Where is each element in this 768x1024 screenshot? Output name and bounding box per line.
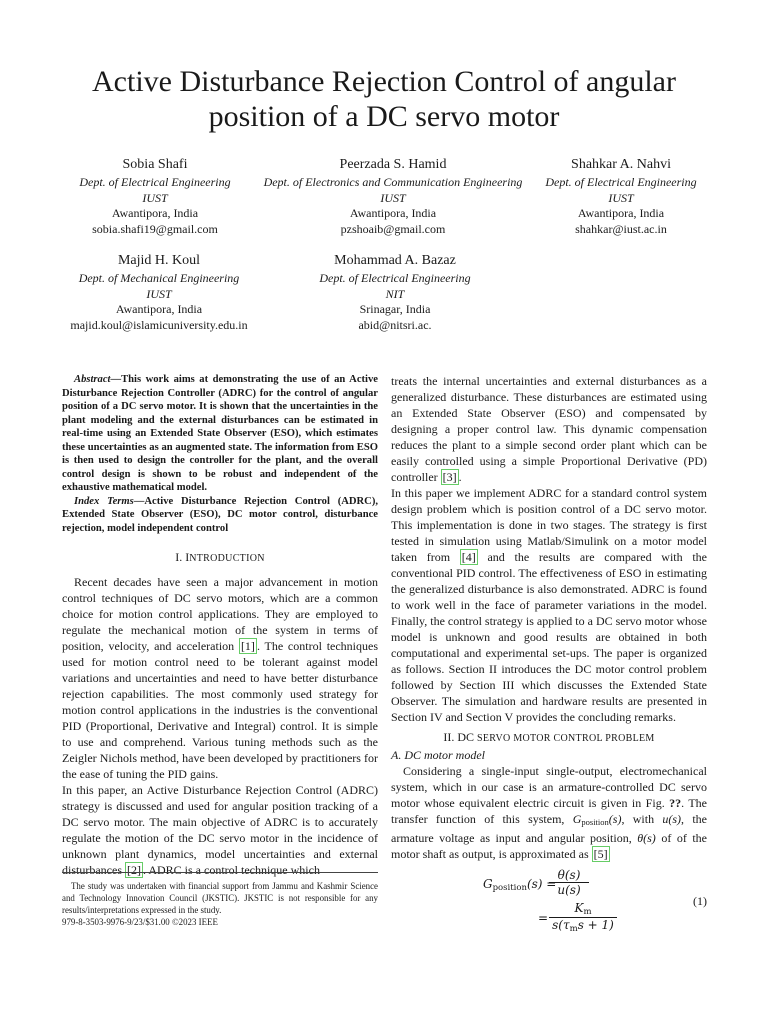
section-title-first: DC bbox=[457, 730, 475, 744]
fraction-1 bbox=[549, 868, 589, 897]
section-number: II. bbox=[443, 730, 455, 744]
author-email: majid.koul@islamicuniversity.edu.in bbox=[70, 318, 248, 333]
footnote: The study was undertaken with financial support from Jammu and Kashmir Science and Technology Innovation Council (JKSTIC). JKSTIC is not responsible for any results/interpretations expressed in the study. bbox=[62, 881, 378, 915]
citation-text: [2] bbox=[126, 863, 141, 877]
author-block bbox=[253, 156, 533, 238]
author-institution: IUST bbox=[142, 190, 168, 205]
author-dept: Dept. of Electrical Engineering bbox=[545, 175, 697, 189]
index-terms-text: —Active Disturbance Rejection Control (ADRC), Extended State Observer (ESO), DC motor control, disturbance rejection, model independent control bbox=[62, 495, 378, 534]
citation-link[interactable] bbox=[239, 638, 257, 654]
author-location: Awantipora, India bbox=[111, 206, 199, 221]
citation-text: [1] bbox=[240, 639, 255, 653]
eq-subscript: position bbox=[492, 883, 527, 893]
subsection-heading: A. DC motor model bbox=[391, 748, 485, 762]
abstract-label: Abstract bbox=[74, 374, 111, 385]
author-location: Awantipora, India bbox=[115, 302, 203, 317]
abstract bbox=[62, 373, 378, 495]
text-span: In this paper, an Active Disturbance Rejection Control (ADRC) strategy is discussed and used for angular position tracking of a DC servo motor. The main objective of ADRC is to accurately regulate the motion of the DC servo motor in the incidence of unknown plant dynamics, model uncertainties and external disturbances bbox=[62, 783, 378, 877]
eq-text: s(τ bbox=[552, 918, 570, 932]
eq-symbol: G bbox=[483, 877, 493, 891]
section-heading bbox=[62, 549, 378, 567]
left-column bbox=[62, 373, 378, 878]
author-email: sobia.shafi19@gmail.com bbox=[92, 222, 218, 237]
author-institution: IUST bbox=[608, 190, 634, 205]
citation-link[interactable] bbox=[592, 846, 610, 862]
right-column bbox=[391, 373, 707, 862]
text-span: . bbox=[458, 470, 462, 484]
equation-number: (1) bbox=[693, 894, 707, 908]
text-span: . The control techniques used for motion control need to be tolerant against model variations and uncertainties and need to have better disturbance rejection capabilities. The most commonly used strategy for motion control applications in the industries is the conventional PID (Proportional, Derivative and Integral) control. It is simple to use and comprehend. Various tuning methods such as the Zeigler Nichols method, have been developed by practitioners for the ease of tuning the PID gains. bbox=[62, 639, 379, 781]
eq-subscript: m bbox=[569, 924, 578, 934]
figure-ref-text: ?? bbox=[669, 796, 682, 810]
denominator: u(s) bbox=[557, 883, 581, 897]
eq-subscript: m bbox=[583, 907, 592, 917]
abstract-text: —This work aims at demonstrating the use of an Active Disturbance Rejection Controller (ADRC) for the control of angular position of a DC servo motor. It is shown that the uncertainties in the plant modeling and the external disturbances can be estimated in real-time using an Extended State Observer (ESO), which estimates these uncertainties as an augmented state. The information from ESO is then used to design the controller for the plant, and the overall control design is shown to be robust and independent of the exhaustive mathematical model. bbox=[62, 374, 378, 493]
author-block bbox=[56, 252, 262, 334]
index-terms bbox=[62, 495, 378, 536]
author-email: shahkar@iust.ac.in bbox=[575, 222, 667, 237]
section-title-rest: SERVO MOTOR CONTROL PROBLEM bbox=[477, 733, 655, 744]
body-paragraph bbox=[62, 782, 378, 878]
section-heading bbox=[391, 729, 707, 747]
copyright-notice: 979-8-3503-9976-9/23/$31.00 ©2023 IEEE bbox=[62, 917, 218, 927]
citation-link[interactable] bbox=[125, 862, 143, 878]
footnote-rule bbox=[62, 872, 378, 873]
author-institution: IUST bbox=[380, 190, 406, 205]
section-title-first: I bbox=[185, 550, 190, 564]
author-dept: Dept. of Electrical Engineering bbox=[79, 175, 231, 189]
fraction-2 bbox=[549, 901, 617, 934]
author-email: abid@nitsri.ac. bbox=[358, 318, 432, 333]
text-span: . ADRC is a control technique which bbox=[142, 863, 320, 877]
section-number: I. bbox=[175, 550, 183, 564]
author-name: Sobia Shafi bbox=[122, 157, 188, 172]
equals-sign: = bbox=[538, 911, 549, 925]
citation-text: [3] bbox=[442, 470, 457, 484]
citation-text: [4] bbox=[461, 550, 476, 564]
equation-block bbox=[391, 866, 707, 938]
eq-arg: (s) = bbox=[526, 877, 557, 891]
author-dept: Dept. of Electronics and Communication Engineering bbox=[263, 175, 523, 189]
eq-text: s + 1) bbox=[577, 918, 614, 932]
author-location: Awantipora, India bbox=[349, 206, 437, 221]
body-paragraph: Considering a single-input single-output, electromechanical system, which in our case is an armature-controlled DC servo motor whose equivalent electric circuit is given in Fig. ??. The transfer function of this system, $G_{position}(s)$, with u(s), the armature voltage as input and angular position, θ(s) of of the motor shaft as output, is approximated as [5] bbox=[391, 764, 708, 861]
text-span: and the results are compared with the conventional PID control. The effectiveness of ESO in estimating the generalized disturbance is also demonstrated. ADRC is found to work well in the face of parameter variations in the model. Finally, the control strategy is applied to a DC servo motor whose model is unknown and good results are obtained in both computational and experimental set-ups. The paper is organized as follows. Section II introduces the DC motor control problem followed by Section III which discusses the Extended State Observer. The simulation and hardware results are presented in Section IV and Section V provides the concluding remarks. bbox=[391, 550, 708, 724]
citation-link[interactable] bbox=[441, 469, 459, 485]
citation-text: [5] bbox=[593, 847, 608, 861]
text-span: , with bbox=[621, 812, 663, 826]
paper-title: Active Disturbance Rejection Control of angular position of a DC servo motor bbox=[92, 65, 676, 133]
author-location: Srinagar, India bbox=[359, 302, 431, 317]
text-span: , the armature voltage as input and angular position, bbox=[391, 812, 707, 845]
equation-lhs bbox=[483, 877, 556, 893]
citation-link[interactable] bbox=[460, 549, 478, 565]
math-inline: $G_{position}(s)$ bbox=[572, 812, 622, 827]
author-block bbox=[300, 252, 490, 334]
text-span: In this paper we implement ADRC for a standard control system design problem which is position control of a DC servo motor. This implementation is done in two stages. The strategy is first tested in simulation using Matlab/Simulink on a motor model taken from bbox=[391, 486, 707, 564]
text-span: treats the internal uncertainties and external disturbances as a generalized disturbance. These disturbances are estimated using an Extended State Observer (ESO) and compensated by designing a proper control law. This dynamic compensation reduces the plant to a simple second order plant which can be easily controlled using a simple Proportional Derivative (PD) controller bbox=[391, 374, 707, 484]
author-location: Awantipora, India bbox=[577, 206, 665, 221]
index-terms-label: Index Terms bbox=[74, 495, 134, 507]
text-span: . The transfer function of this system, bbox=[391, 796, 707, 826]
text-span: Recent decades have seen a major advancement in motion control techniques of DC servo motors, which are a common choice for motion control applications. They are employed to regulate the mechanical motion of the system in terms of position, velocity, and acceleration bbox=[62, 575, 378, 653]
author-name: Majid H. Koul bbox=[117, 253, 201, 268]
author-institution: NIT bbox=[385, 286, 405, 301]
text-span: of the motor shaft as output, is approximated as bbox=[391, 831, 708, 861]
denominator bbox=[549, 918, 617, 934]
numerator: θ(s) bbox=[549, 868, 589, 883]
math-inline: u(s) bbox=[662, 812, 682, 826]
author-institution: IUST bbox=[146, 286, 172, 301]
figure-reference[interactable] bbox=[669, 796, 681, 810]
author-block bbox=[70, 156, 240, 238]
author-name: Mohammad A. Bazaz bbox=[334, 253, 456, 268]
numerator bbox=[549, 901, 617, 918]
eq-symbol: K bbox=[574, 901, 584, 915]
body-paragraph bbox=[391, 485, 707, 725]
author-name: Peerzada S. Hamid bbox=[339, 157, 447, 172]
math-inline: θ(s) bbox=[637, 831, 656, 845]
author-name: Shahkar A. Nahvi bbox=[571, 157, 671, 172]
body-paragraph bbox=[62, 574, 378, 782]
author-block bbox=[534, 156, 708, 238]
section-title-rest: NTRODUCTION bbox=[189, 553, 265, 564]
author-dept: Dept. of Mechanical Engineering bbox=[78, 271, 240, 285]
text-span: Considering a single-input single-output, electromechanical system, which in our case is an armature-controlled DC servo motor whose equivalent electric circuit is given in Fig. bbox=[391, 764, 707, 810]
body-paragraph-continued bbox=[391, 373, 707, 485]
author-email: pzshoaib@gmail.com bbox=[340, 222, 446, 237]
author-dept: Dept. of Electrical Engineering bbox=[319, 271, 471, 285]
